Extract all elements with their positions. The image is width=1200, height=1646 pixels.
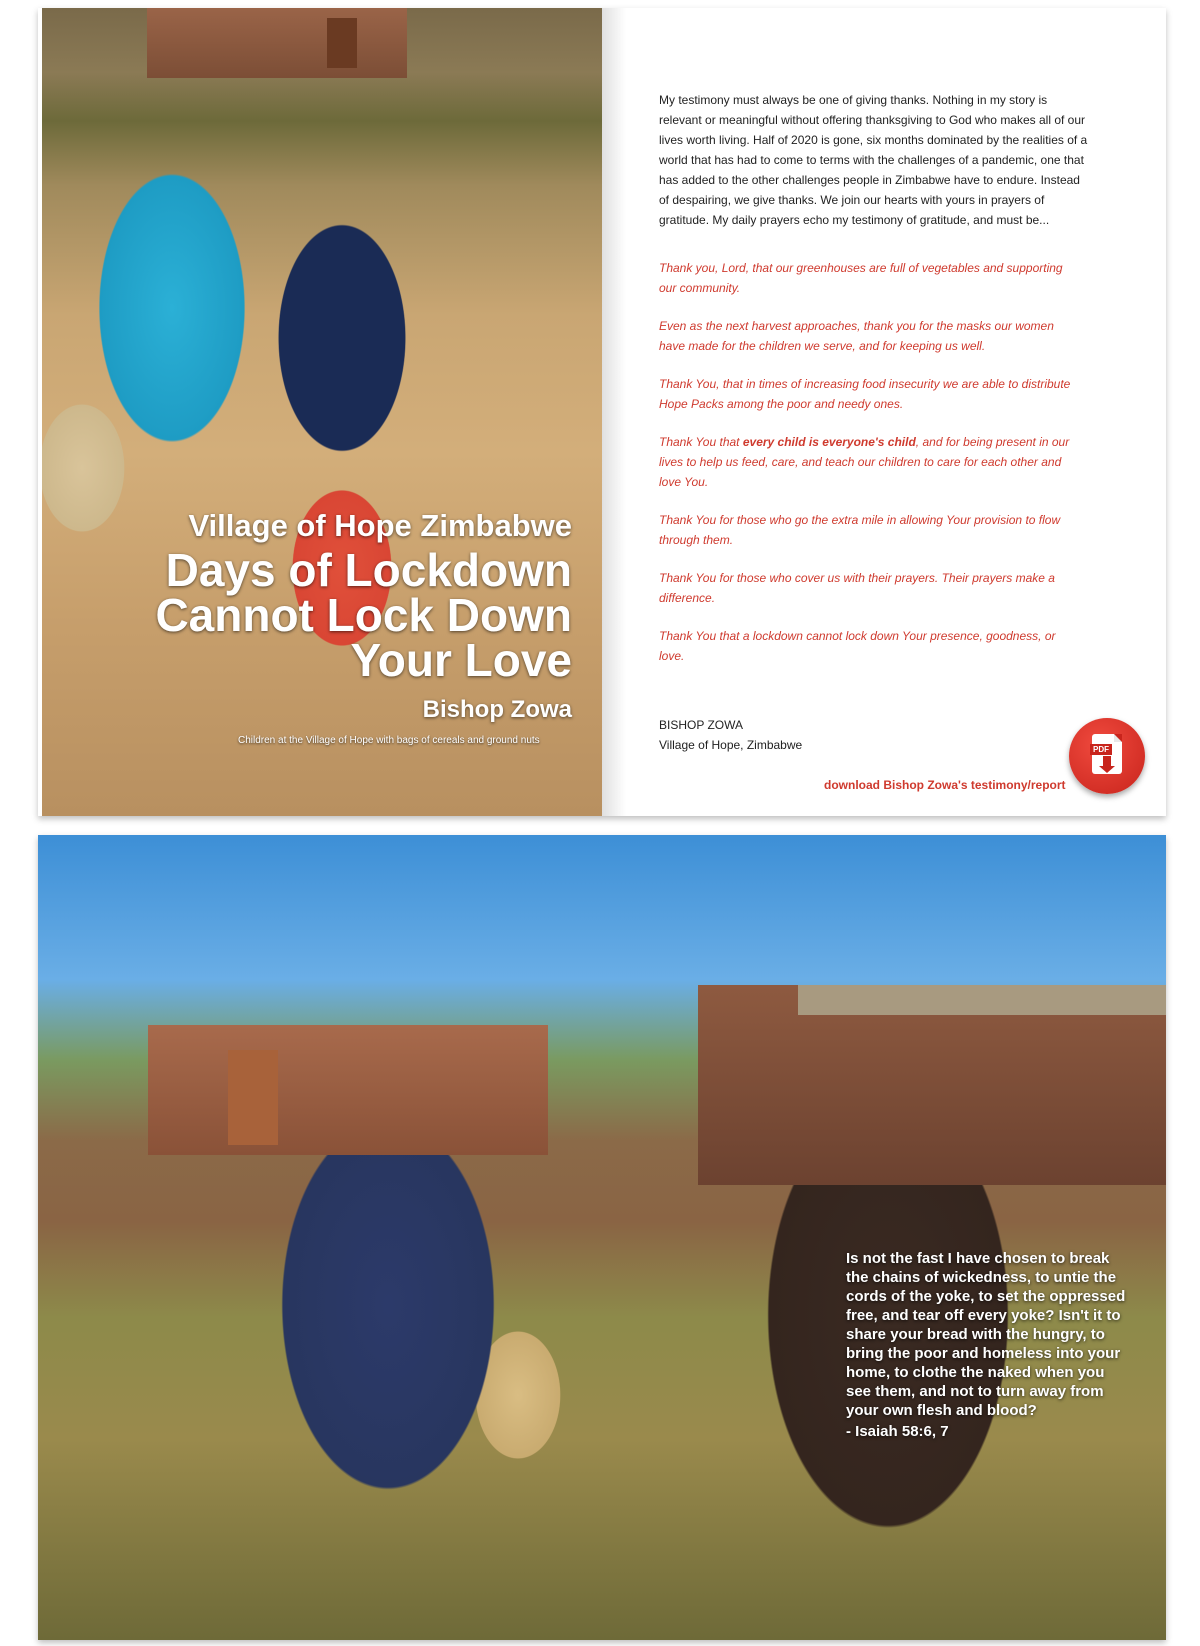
prayer-5: Thank You for those who go the extra mile in allowing Your provision to flow through them. [659, 513, 1061, 547]
brick-hut-left [148, 1025, 548, 1155]
cover-organization: Village of Hope Zimbabwe [188, 508, 572, 543]
cover-author: Bishop Zowa [422, 696, 572, 723]
prayer-6: Thank You for those who cover us with their prayers. Their prayers make a difference. [659, 571, 1055, 605]
signature-place: Village of Hope, Zimbabwe [659, 738, 803, 752]
signature-name: BISHOP ZOWA [659, 718, 744, 732]
scripture-reference: - Isaiah 58:6, 7 [846, 1423, 949, 1440]
background-hut [147, 8, 407, 78]
prayer-3: Thank You, that in times of increasing food insecurity we are able to distribute Hope Packs among the poor and needy ones. [659, 377, 1071, 411]
prayer-4 [659, 432, 1079, 492]
prayer-2: Even as the next harvest approaches, thank you for the masks our women have made for the children we serve, and for keeping us well. [659, 319, 1054, 353]
pdf-download-button[interactable] [1069, 718, 1145, 794]
testimony-intro: My testimony must always be one of giving thanks. Nothing in my story is relevant or meaningful without offering thanksgiving to God who makes all of our lives worth living. Half of 2020 is gone, six months dominated by the realities of a world that has had to come to terms with the challenges of a pandemic, one that has added to the other challenges people in Zimbabwe have to endure. Instead of despairing, we give thanks. We join our hearts with yours in prayers of gratitude. My daily prayers echo my testimony of gratitude, and must be... [659, 93, 1088, 227]
download-arrow-icon [1103, 756, 1111, 768]
shade-roof [798, 985, 1166, 1015]
hut-door [228, 1050, 278, 1145]
testimony-page [602, 8, 1166, 816]
brick-hut-right [698, 985, 1166, 1185]
food-distribution-photo [38, 835, 1166, 1640]
download-report-link[interactable]: download Bishop Zowa's testimony/report [824, 778, 1066, 792]
cover-title: Days of Lockdown Cannot Lock Down Your Love [155, 544, 572, 686]
prayer-4-post: , and for being present in our lives to help us feed, care, and teach our children to care for each other and love You. [659, 435, 1070, 489]
cover-caption: Children at the Village of Hope with bags of cereals and ground nuts [238, 735, 540, 746]
pdf-document-icon [1092, 734, 1122, 774]
pdf-icon-label: PDF [1090, 744, 1112, 755]
prayer-1: Thank you, Lord, that our greenhouses are full of vegetables and supporting our community. [659, 261, 1063, 295]
brochure-spread-1 [38, 8, 1166, 816]
scripture-quote: Is not the fast I have chosen to break the chains of wickedness, to untie the cords of the yoke, to set the oppressed free, and tear off every yoke? Isn't it to share your bread with the hungry, to bring the poor and homeless into your home, to clothe the naked when you see them, and not to turn away from your own flesh and blood? [846, 1250, 1126, 1419]
prayer-4-pre: Thank You that [659, 435, 743, 449]
prayer-4-emphasis: every child is everyone's child [742, 435, 916, 449]
page-gutter-shadow [602, 8, 626, 816]
brochure-spread-2 [38, 835, 1166, 1640]
cover-photo [42, 8, 602, 816]
prayer-7: Thank You that a lockdown cannot lock down Your presence, goodness, or love. [659, 629, 1056, 663]
